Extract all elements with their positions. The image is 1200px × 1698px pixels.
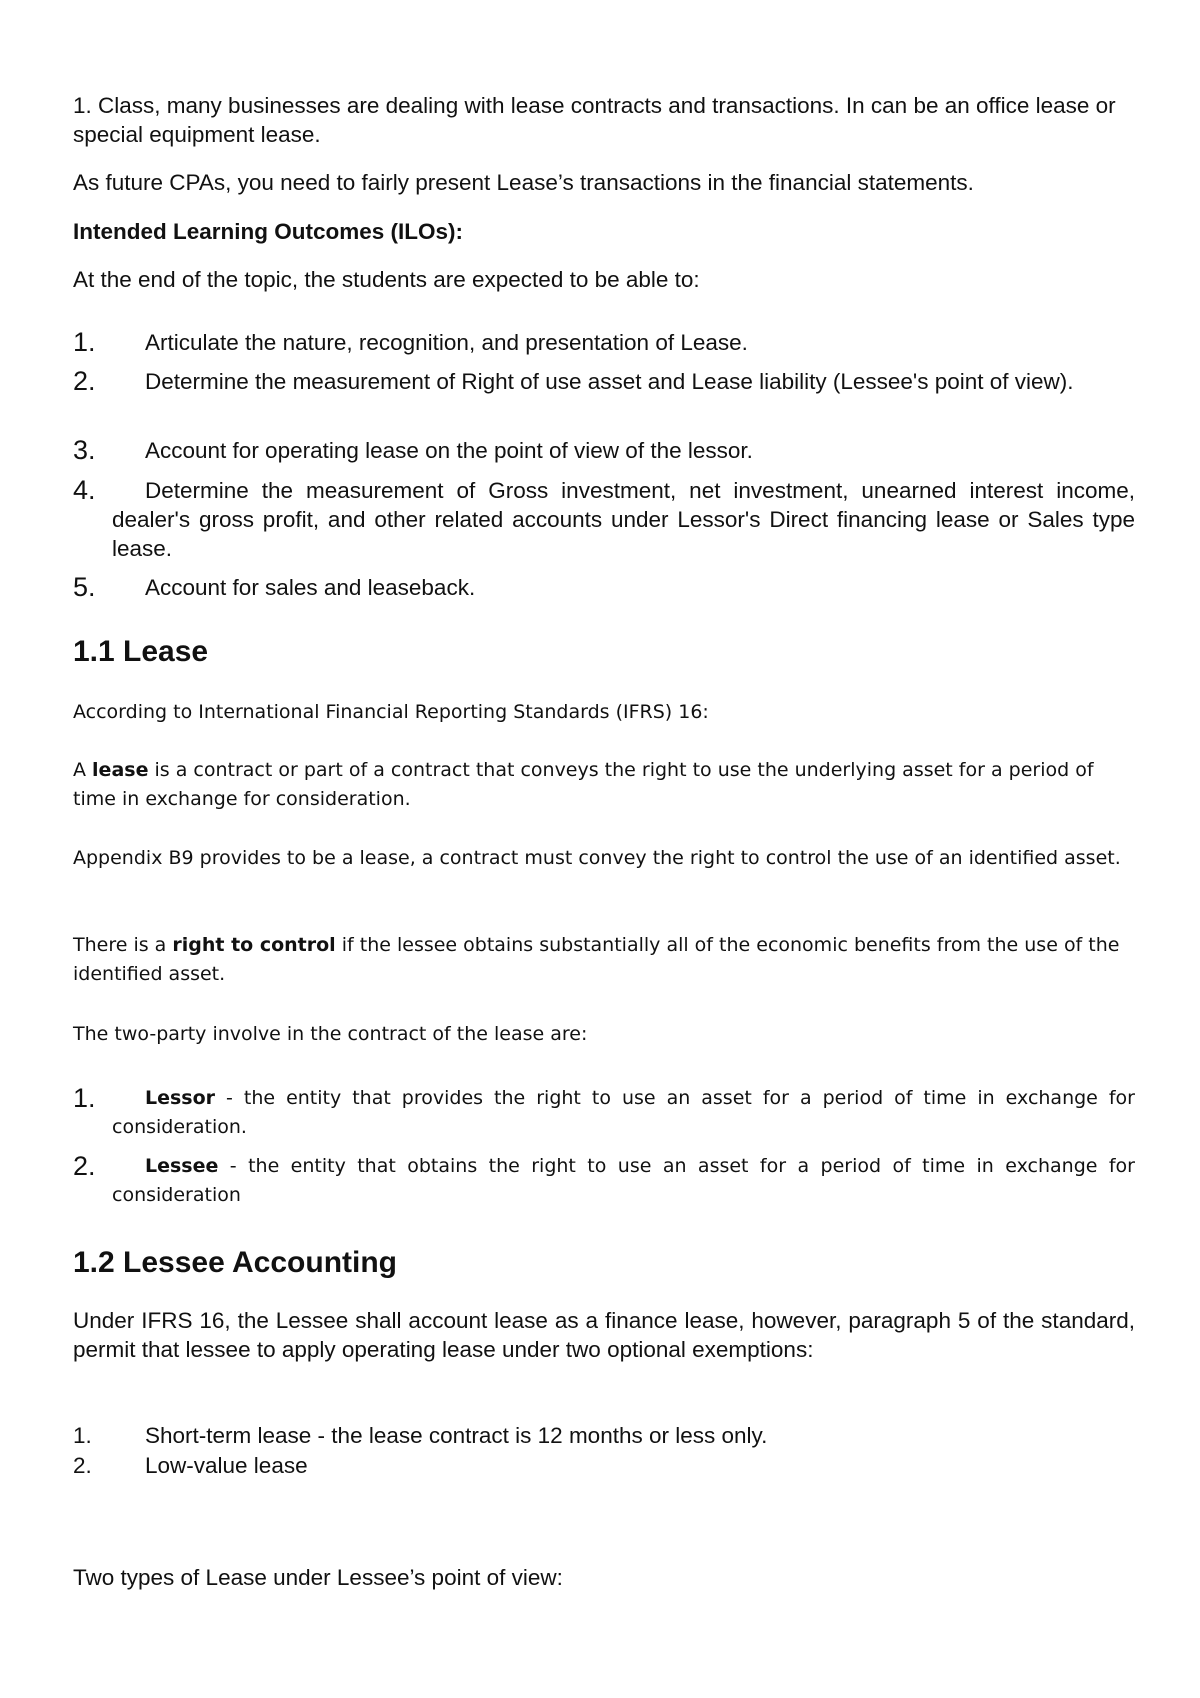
party-number: 1. [73, 1083, 96, 1113]
parties-lead: The two-party involve in the contract of the lease are: [73, 1023, 588, 1045]
right-to-control-paragraph [73, 931, 1135, 989]
appendix-b9-paragraph: Appendix B9 provides to be a lease, a contract must convey the right to control the use of an identified asset. [73, 847, 1121, 869]
party-text [112, 1152, 1135, 1210]
party-number: 2. [73, 1151, 96, 1181]
intro-paragraph: 1. Class, many businesses are dealing with lease contracts and transactions. In can be an office lease or special equipment lease. [73, 93, 1116, 147]
text-run: There is a [73, 934, 173, 956]
exemption-text: Short-term lease - the lease contract is 12 months or less only. [145, 1423, 768, 1448]
ilo-number: 1. [73, 327, 96, 357]
party-text [112, 1084, 1135, 1142]
ilo-text: Articulate the nature, recognition, and presentation of Lease. [145, 330, 748, 355]
ilo-text: Account for sales and leaseback. [145, 575, 476, 600]
text-run: if the lessee obtains substantially all of the economic benefits from the use of the identified asset. [73, 934, 1120, 985]
section-heading-lessee-accounting: 1.2 Lessee Accounting [73, 1246, 397, 1279]
ilo-text: Determine the measurement of Right of use asset and Lease liability (Lessee's point of view). [145, 369, 1074, 394]
ilo-item [73, 573, 1135, 602]
ilo-heading: Intended Learning Outcomes (ILOs): [73, 219, 464, 244]
text-run: is a contract or part of a contract that conveys the right to use the underlying asset for a period of time in exchange for consideration. [73, 759, 1094, 810]
lease-types-lead: Two types of Lease under Lessee’s point of view: [73, 1565, 563, 1590]
right-to-control-term: right to control [172, 934, 336, 956]
ilo-text: Account for operating lease on the point of view of the lessor. [145, 438, 753, 463]
lease-definition [73, 756, 1135, 814]
ilo-number: 4. [73, 475, 96, 505]
ilo-number: 5. [73, 572, 96, 602]
ilo-number: 2. [73, 366, 96, 396]
party-desc: - the entity that provides the right to use an asset for a period of time in exchange for consideration. [112, 1087, 1135, 1138]
party-item [73, 1152, 1135, 1210]
party-desc: - the entity that obtains the right to use an asset for a period of time in exchange for consideration [112, 1155, 1135, 1206]
exemption-number: 1. [73, 1423, 92, 1448]
party-term: Lessee [145, 1155, 219, 1177]
ifrs16-lessee-paragraph: Under IFRS 16, the Lessee shall account lease as a finance lease, however, paragraph 5 of the standard, permit that lessee to apply operating lease under two optional exemptions: [73, 1308, 1135, 1362]
ilo-item [73, 436, 1135, 465]
party-term: Lessor [145, 1087, 216, 1109]
ilo-item [73, 367, 1135, 396]
lease-term: lease [92, 759, 149, 781]
exemption-text: Low-value lease [145, 1453, 308, 1478]
exemption-number: 2. [73, 1453, 92, 1478]
ifrs-reference: According to International Financial Reporting Standards (IFRS) 16: [73, 701, 709, 723]
ilo-text: Determine the measurement of Gross investment, net investment, unearned interest income, dealer's gross profit, and other related accounts under Lessor's Direct financing lease or Sales type lease. [112, 478, 1135, 561]
ilo-lead: At the end of the topic, the students are expected to be able to: [73, 267, 700, 292]
intro-cpa-paragraph: As future CPAs, you need to fairly present Lease’s transactions in the financial statements. [73, 170, 974, 195]
section-heading-lease: 1.1 Lease [73, 635, 209, 668]
ilo-item [73, 476, 1135, 563]
party-item [73, 1084, 1135, 1142]
text-run: A [73, 759, 93, 781]
ilo-item [73, 328, 1135, 357]
ilo-number: 3. [73, 435, 96, 465]
